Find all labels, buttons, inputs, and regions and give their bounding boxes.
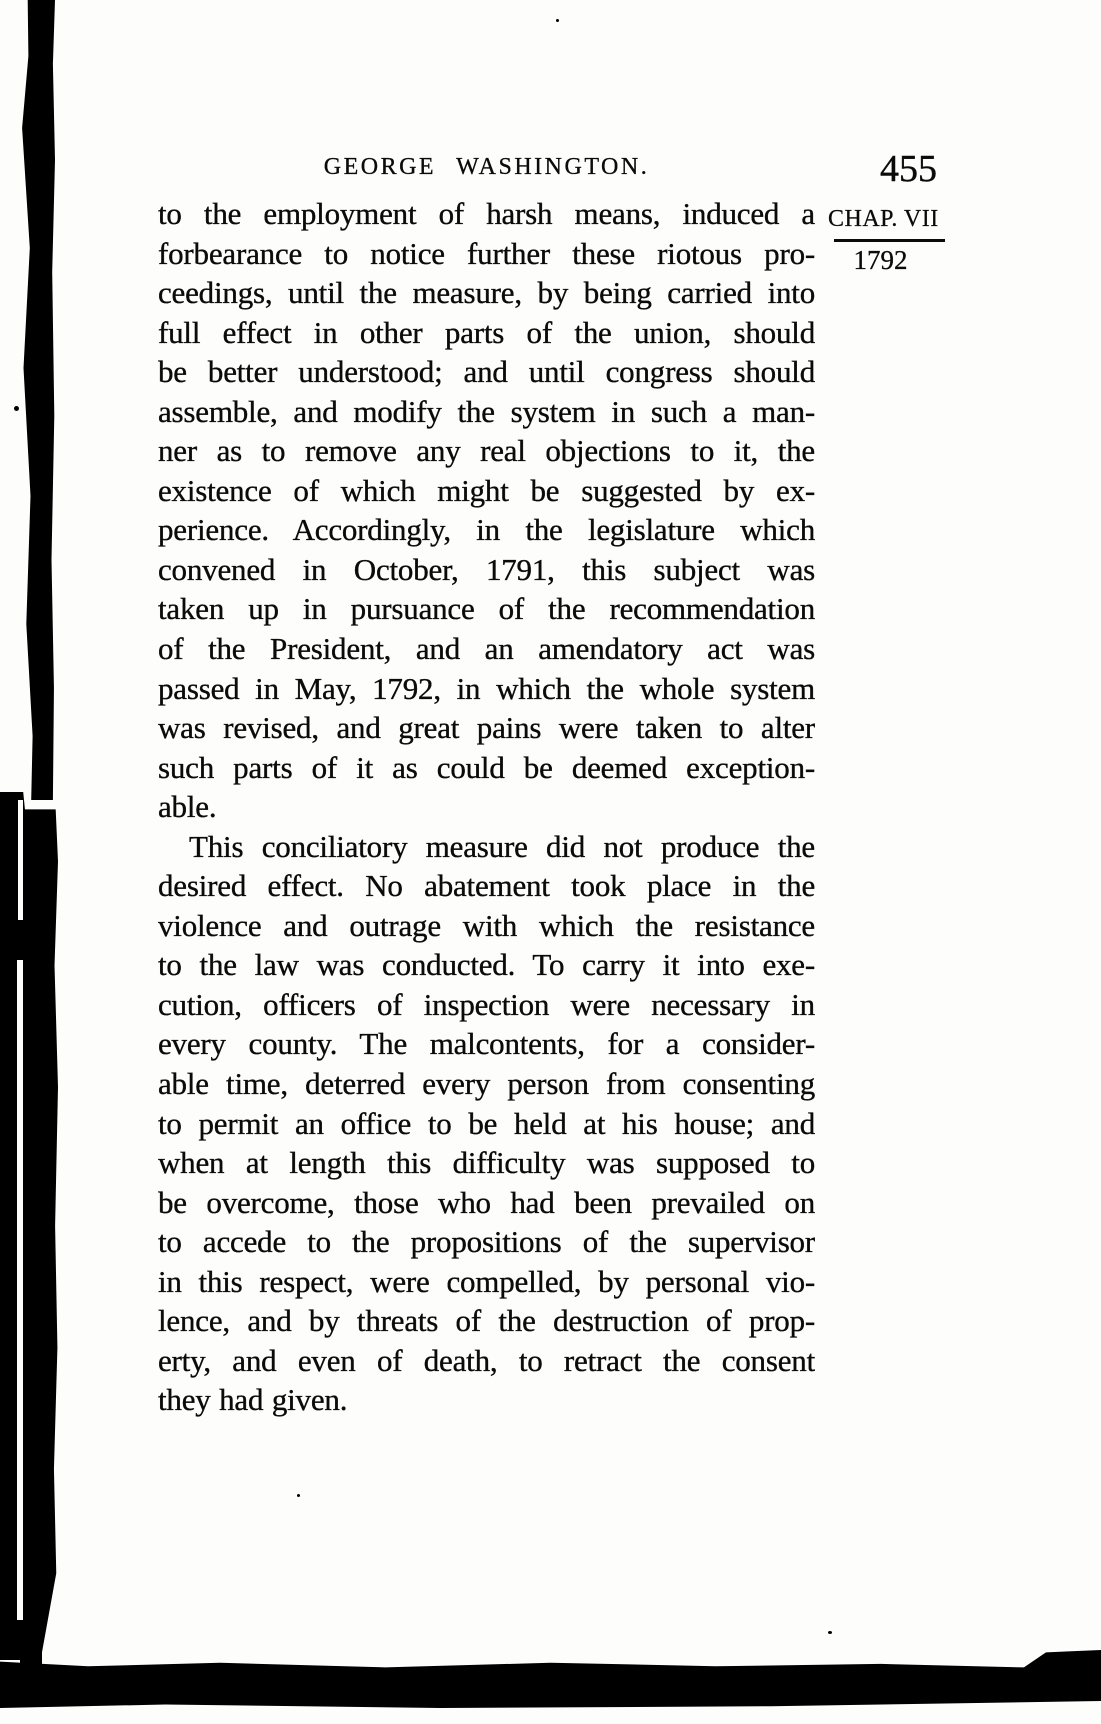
text-line: able. xyxy=(158,789,217,825)
year-label: 1792 xyxy=(853,245,908,275)
text-line: be overcome, those who had been prevailed on xyxy=(158,1184,815,1220)
text-line: forbearance to notice further these riotous pro- xyxy=(158,235,815,271)
text-line: passed in May, 1792, in which the whole system xyxy=(158,670,815,706)
text-line: they had given. xyxy=(158,1382,348,1418)
text-line: desired effect. No abatement took place in the xyxy=(158,868,815,904)
text-line: be better understood; and until congress should xyxy=(158,354,815,390)
text-line: to the law was conducted. To carry it into exe- xyxy=(158,947,815,983)
chapter-label: CHAP. VII xyxy=(828,206,939,232)
scan-speck xyxy=(297,1494,300,1497)
text-line: was revised, and great pains were taken to alter xyxy=(158,710,815,746)
text-line: This conciliatory measure did not produce the xyxy=(189,828,815,864)
text-line: taken up in pursuance of the recommendation xyxy=(158,591,815,627)
scan-artifact-bottom-bar xyxy=(0,1650,1101,1708)
text-line: of the President, and an amendatory act was xyxy=(158,631,815,667)
scan-artifact-white-slit xyxy=(17,960,23,1620)
scan-speck xyxy=(556,19,559,22)
text-line: able time, deterred every person from consenting xyxy=(158,1066,815,1102)
text-line: existence of which might be suggested by ex- xyxy=(158,472,815,508)
text-line: when at length this difficulty was supposed to xyxy=(158,1145,815,1181)
paragraph xyxy=(158,827,815,1420)
text-line: convened in October, 1791, this subject was xyxy=(158,551,815,587)
page-number: 455 xyxy=(880,148,937,190)
text-line: ner as to remove any real objections to it, the xyxy=(158,433,815,469)
text-line: to accede to the propositions of the supervisor xyxy=(158,1224,815,1260)
scan-artifact-left-bar-top xyxy=(20,0,55,800)
text-line: to permit an office to be held at his house; and xyxy=(158,1105,815,1141)
text-line: such parts of it as could be deemed exception- xyxy=(158,749,815,785)
paragraph xyxy=(158,194,815,827)
text-line: full effect in other parts of the union, should xyxy=(158,314,815,350)
scan-speck xyxy=(14,406,19,411)
scan-speck xyxy=(828,1631,832,1634)
text-block xyxy=(158,194,815,1420)
scan-artifact-white-slit xyxy=(18,800,23,920)
margin-rule xyxy=(834,239,945,242)
text-line: in this respect, were compelled, by personal vio- xyxy=(158,1263,815,1299)
text-line: cution, officers of inspection were necessary in xyxy=(158,986,815,1022)
text-line: lence, and by threats of the destruction of prop- xyxy=(158,1303,815,1339)
text-line: erty, and even of death, to retract the consent xyxy=(158,1342,815,1378)
scan-artifact-left-bar-wide xyxy=(0,792,58,1660)
text-line: perience. Accordingly, in the legislature which xyxy=(158,512,815,548)
text-line: to the employment of harsh means, induced a xyxy=(158,196,815,231)
margin-notes xyxy=(828,204,948,276)
running-header: GEORGE WASHINGTON. xyxy=(323,154,650,180)
text-line: assemble, and modify the system in such a man- xyxy=(158,393,815,429)
text-line: ceedings, until the measure, by being carried into xyxy=(158,275,815,311)
text-line: violence and outrage with which the resistance xyxy=(158,907,815,943)
scan-artifact-bar-bridge xyxy=(20,1635,42,1665)
text-line: every county. The malcontents, for a consider- xyxy=(158,1026,815,1062)
